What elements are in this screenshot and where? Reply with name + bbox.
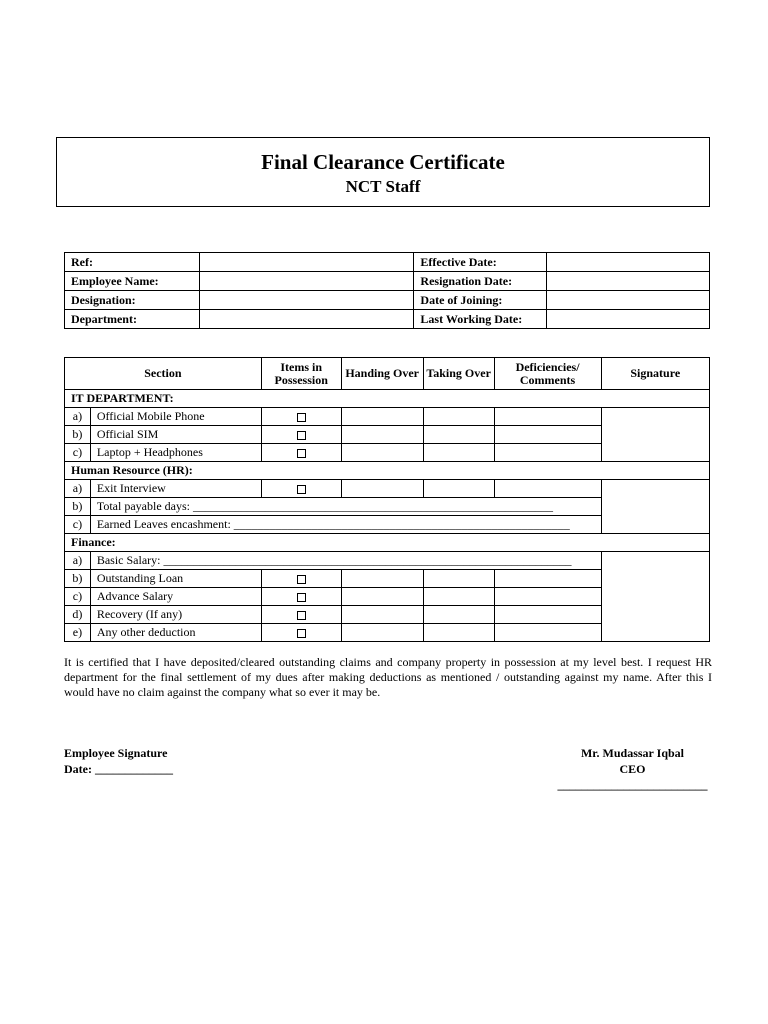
- possession-cell: [261, 426, 341, 444]
- last-working-date-label: Last Working Date:: [414, 310, 547, 329]
- row-letter: d): [65, 606, 91, 624]
- table-row: [65, 408, 710, 426]
- employee-name-field[interactable]: [199, 272, 414, 291]
- checkbox[interactable]: [297, 413, 306, 422]
- total-payable-days-field[interactable]: Total payable days: ____________________________________________________________: [90, 498, 601, 516]
- info-row: [65, 310, 710, 329]
- ref-field[interactable]: [199, 253, 414, 272]
- row-label: Laptop + Headphones: [90, 444, 261, 462]
- table-row: [65, 480, 710, 498]
- handing-over-cell[interactable]: [341, 408, 423, 426]
- comments-cell[interactable]: [494, 426, 601, 444]
- header-items: Items in Possession: [261, 358, 341, 390]
- header-deficiencies: Deficiencies/ Comments: [494, 358, 601, 390]
- checkbox[interactable]: [297, 611, 306, 620]
- possession-cell: [261, 624, 341, 642]
- ceo-signature-block: [550, 745, 715, 793]
- last-working-date-field[interactable]: [547, 310, 710, 329]
- row-letter: b): [65, 426, 91, 444]
- comments-cell[interactable]: [494, 570, 601, 588]
- earned-leaves-field[interactable]: Earned Leaves encashment: ________________________________________________________: [90, 516, 601, 534]
- clearance-table: [64, 357, 710, 642]
- handing-over-cell[interactable]: [341, 444, 423, 462]
- department-label: Department:: [65, 310, 200, 329]
- row-letter: a): [65, 552, 91, 570]
- hr-heading: Human Resource (HR):: [65, 462, 710, 480]
- employee-date-field[interactable]: Date: _____________: [64, 762, 173, 776]
- table-row: [65, 552, 710, 570]
- finance-heading: Finance:: [65, 534, 710, 552]
- handing-over-cell[interactable]: [341, 624, 423, 642]
- table-header-row: [65, 358, 710, 390]
- certificate-title-box: [56, 137, 710, 207]
- ceo-signature-line[interactable]: _________________________: [557, 778, 708, 792]
- possession-cell: [261, 606, 341, 624]
- taking-over-cell[interactable]: [423, 624, 494, 642]
- header-taking-over: Taking Over: [423, 358, 494, 390]
- handing-over-cell[interactable]: [341, 480, 423, 498]
- possession-cell: [261, 588, 341, 606]
- row-letter: e): [65, 624, 91, 642]
- section-row: [65, 390, 710, 408]
- date-of-joining-label: Date of Joining:: [414, 291, 547, 310]
- row-label: Official Mobile Phone: [90, 408, 261, 426]
- row-letter: a): [65, 408, 91, 426]
- taking-over-cell[interactable]: [423, 408, 494, 426]
- taking-over-cell[interactable]: [423, 606, 494, 624]
- row-label: Exit Interview: [90, 480, 261, 498]
- row-letter: c): [65, 516, 91, 534]
- taking-over-cell[interactable]: [423, 570, 494, 588]
- employee-info-table: [64, 252, 710, 329]
- checkbox[interactable]: [297, 575, 306, 584]
- row-label: Advance Salary: [90, 588, 261, 606]
- row-letter: c): [65, 444, 91, 462]
- header-handing-over: Handing Over: [341, 358, 423, 390]
- taking-over-cell[interactable]: [423, 588, 494, 606]
- comments-cell[interactable]: [494, 606, 601, 624]
- department-field[interactable]: [199, 310, 414, 329]
- it-department-heading: IT DEPARTMENT:: [65, 390, 710, 408]
- taking-over-cell[interactable]: [423, 480, 494, 498]
- checkbox[interactable]: [297, 629, 306, 638]
- taking-over-cell[interactable]: [423, 426, 494, 444]
- basic-salary-field[interactable]: Basic Salary: ____________________________________________________________________: [90, 552, 601, 570]
- effective-date-field[interactable]: [547, 253, 710, 272]
- date-of-joining-field[interactable]: [547, 291, 710, 310]
- possession-cell: [261, 570, 341, 588]
- finance-signature-cell[interactable]: [601, 552, 709, 642]
- row-letter: b): [65, 570, 91, 588]
- handing-over-cell[interactable]: [341, 570, 423, 588]
- possession-cell: [261, 480, 341, 498]
- designation-field[interactable]: [199, 291, 414, 310]
- possession-cell: [261, 444, 341, 462]
- checkbox[interactable]: [297, 431, 306, 440]
- info-row: [65, 291, 710, 310]
- row-letter: c): [65, 588, 91, 606]
- comments-cell[interactable]: [494, 624, 601, 642]
- ceo-title: CEO: [619, 762, 646, 776]
- row-letter: b): [65, 498, 91, 516]
- section-row: [65, 462, 710, 480]
- handing-over-cell[interactable]: [341, 588, 423, 606]
- checkbox[interactable]: [297, 485, 306, 494]
- ref-label: Ref:: [65, 253, 200, 272]
- possession-cell: [261, 408, 341, 426]
- resignation-date-field[interactable]: [547, 272, 710, 291]
- employee-signature-label: Employee Signature: [64, 746, 168, 760]
- employee-name-label: Employee Name:: [65, 272, 200, 291]
- comments-cell[interactable]: [494, 408, 601, 426]
- designation-label: Designation:: [65, 291, 200, 310]
- hr-signature-cell[interactable]: [601, 480, 709, 534]
- row-letter: a): [65, 480, 91, 498]
- checkbox[interactable]: [297, 593, 306, 602]
- row-label: Any other deduction: [90, 624, 261, 642]
- info-row: [65, 253, 710, 272]
- comments-cell[interactable]: [494, 480, 601, 498]
- page-title: Final Clearance Certificate: [261, 150, 505, 174]
- certification-statement: It is certified that I have deposited/cleared outstanding claims and company property in possession at my level best. I request HR department for the final settlement of my dues after making deductions as mentioned / outstanding against my name. After this I would have no claim against the company what so ever it may be.: [64, 655, 712, 699]
- ceo-name: Mr. Mudassar Iqbal: [580, 746, 685, 760]
- row-label: Recovery (If any): [90, 606, 261, 624]
- effective-date-label: Effective Date:: [414, 253, 547, 272]
- row-label: Outstanding Loan: [90, 570, 261, 588]
- taking-over-cell[interactable]: [423, 444, 494, 462]
- header-signature: Signature: [601, 358, 709, 390]
- comments-cell[interactable]: [494, 588, 601, 606]
- section-row: [65, 534, 710, 552]
- handing-over-cell[interactable]: [341, 426, 423, 444]
- it-signature-cell[interactable]: [601, 408, 709, 462]
- header-section: Section: [65, 358, 262, 390]
- comments-cell[interactable]: [494, 444, 601, 462]
- page-subtitle: NCT Staff: [345, 177, 421, 196]
- info-row: [65, 272, 710, 291]
- row-label: Official SIM: [90, 426, 261, 444]
- handing-over-cell[interactable]: [341, 606, 423, 624]
- checkbox[interactable]: [297, 449, 306, 458]
- resignation-date-label: Resignation Date:: [414, 272, 547, 291]
